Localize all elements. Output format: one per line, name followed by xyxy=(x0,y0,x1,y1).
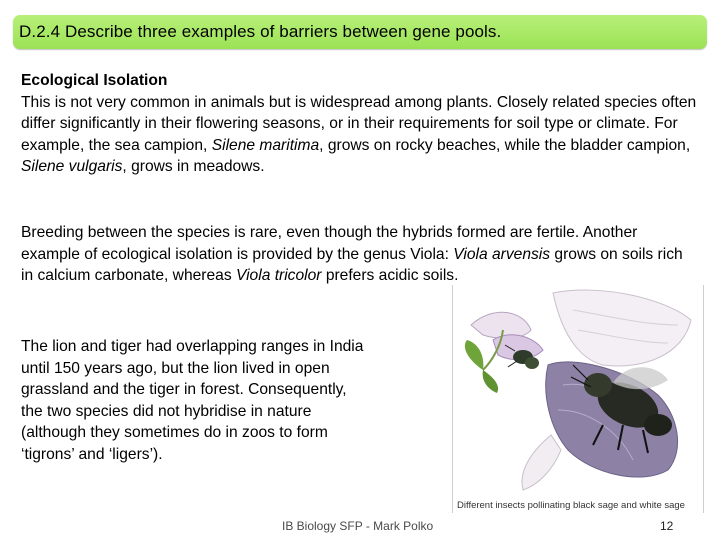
p1-text-3: , grows in meadows. xyxy=(122,158,265,176)
footer-text: IB Biology SFP - Mark Polko xyxy=(282,519,434,533)
pollination-figure xyxy=(452,285,704,513)
p2-species-2: Viola tricolor xyxy=(235,267,322,285)
figure-caption: Different insects pollinating black sage and white sage xyxy=(457,500,685,511)
pollination-illustration xyxy=(453,285,703,495)
p2-text-3: prefers acidic soils. xyxy=(321,267,459,285)
p2-species-1: Viola arvensis xyxy=(453,245,551,263)
paragraph-lion-tiger: The lion and tiger had overlapping ranges in India until 150 years ago, but the lion lived in open grassland and the tiger in forest. Consequently, the two species did not hybridise in nature (although they sometimes do in zoos to form ‘tigrons’ and ‘ligers’). xyxy=(21,338,364,463)
p1-text-1: This is not very common in animals but is widespread among plants. Closely related species often differ significantly in their flowering seasons, or in their requirements for soil type or climate. For example, the sea campion, xyxy=(21,93,697,154)
p1-text-2: , grows on rocky beaches, while the bladder campion, xyxy=(319,136,691,154)
slide-title: D.2.4 Describe three examples of barriers between gene pools. xyxy=(19,22,502,41)
p2-text-2: grows on soils rich in calcium carbonate, whereas xyxy=(21,245,683,285)
page-number: 12 xyxy=(660,519,674,533)
p1-species-1: Silene maritima xyxy=(211,136,320,154)
title-bar xyxy=(13,15,707,49)
p1-species-2: Silene vulgaris xyxy=(21,158,123,176)
paragraph-ecological-isolation xyxy=(21,70,697,178)
p2-text-1: Breeding between the species is rare, even though the hybrids formed are fertile. Another example of ecological isolation is provided by the genus Viola: xyxy=(21,224,638,263)
paragraph-viola xyxy=(21,222,697,287)
section-heading: Ecological Isolation xyxy=(21,72,168,89)
